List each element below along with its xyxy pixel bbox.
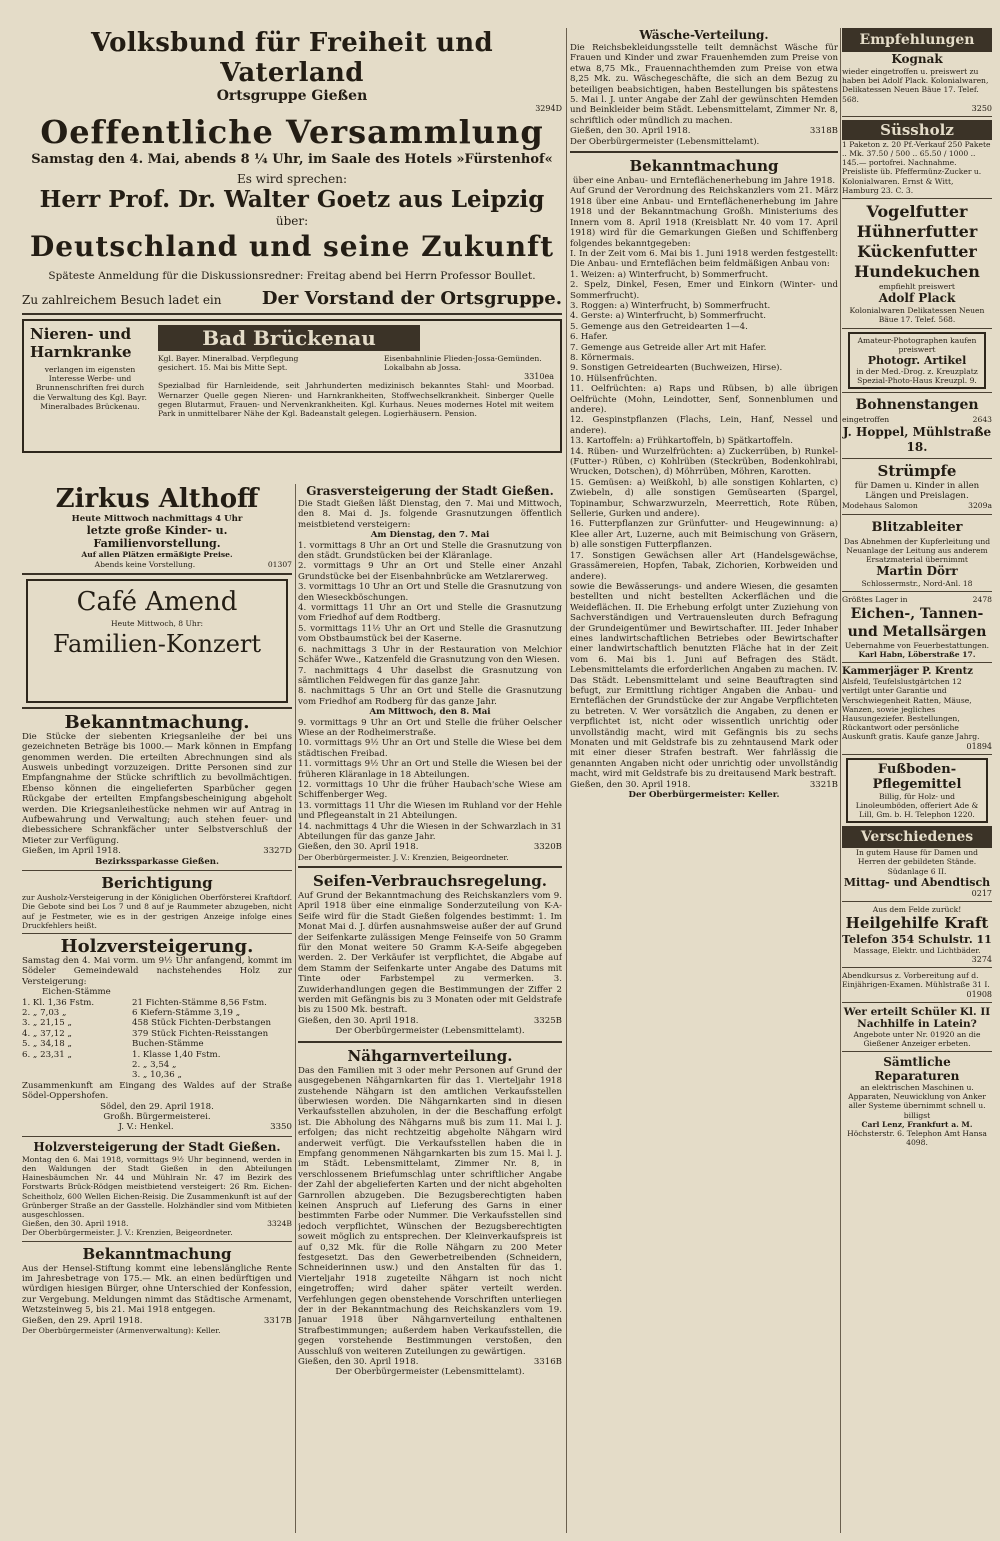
- right-center-column: [570, 28, 838, 1533]
- cafe-amend-ad: [26, 579, 288, 703]
- anbau-text2: I. In der Zeit vom 6. Mai bis 1. Juni 1918 werden festgestellt: Die Anbau- und Ernteflächen beim feldmäßigen Anbau von:: [570, 248, 838, 270]
- photo-ad: [848, 332, 986, 390]
- holz-cell: 1. Klasse 1,40 Fstm.: [132, 1049, 221, 1060]
- column-divider: [840, 28, 841, 1533]
- bekannt1-text: Die Stücke der siebenten Kriegsanleihe der bei uns gezeichneten Beträge bis 1000.— Mark können in Empfang genommen werden. Die erteilten Abrechnungen sind als Ausweis unbedingt vorzuzeigen. Dritte Personen sind zur Empfangnahme der Stücke schriftlich zu bevollmächtigen. Ebenso können die eingelieferten Sparbücher gegen Rückgabe der erteilten Empfangsbescheinigung abgeholt werden. Die Kriegsanleihestücke nehmen wir auf Antrag in Aufbewahrung und Verwaltung; auch stehen feuer- und diebessichere Schrankfächer unter Selbstverschluß der Mieter zur Verfügung.: [22, 731, 292, 846]
- schueler-title: Wer erteilt Schüler Kl. II Nachhilfe in Latein?: [843, 1005, 991, 1030]
- heil-title: Heilgehilfe Kraft: [845, 913, 989, 932]
- place-date: Gießen, den 30. April 1918.: [298, 1015, 419, 1026]
- cafe-sub: Heute Mittwoch, 8 Uhr:: [110, 618, 204, 628]
- holz-table: [22, 998, 292, 1081]
- gras-item: 3. vormittags 10 Uhr an Ort und Stelle die Grasnutzung von den Wieseckböschungen.: [298, 582, 562, 603]
- lenz-text: Höchsterstr. 6. Telephon Amt Hansa 4098.: [847, 1128, 987, 1148]
- eichen-pre: Größtes Lager in: [842, 595, 908, 605]
- abend-text: Abendkursus z. Vorbereitung auf d. Einjährigen-Examen. Mühlstraße 31 I.: [842, 971, 990, 990]
- ad-code: 0217: [971, 888, 992, 898]
- heil-phone: Telefon 354 Schulstr. 11: [842, 932, 992, 946]
- anbau-item: 11. Oelfrüchten: a) Raps und Rübsen, b) alle übrigen Oelfrüchte (Mohn, Leindotter, Senf, Sonnenblumen und andere).: [570, 384, 838, 415]
- holz-cell: 3. „ 21,15 „: [22, 1018, 72, 1029]
- ad-code: 3250: [971, 103, 992, 113]
- anbau-item: 3. Roggen: a) Winterfrucht, b) Sommerfrucht.: [570, 300, 771, 311]
- top-left-ads: [22, 28, 562, 484]
- anbau-item: 1. Weizen: a) Winterfrucht, b) Sommerfrucht.: [570, 269, 769, 280]
- zirkus-line1: Heute Mittwoch nachmittags 4 Uhr: [71, 514, 243, 524]
- holz-cell: 379 Stück Fichten-Reisstangen: [132, 1028, 269, 1039]
- suessholz-text: 1 Paketon z. 20 Pf.-Verkauf 250 Pakete .. Mk. 37.50 / 500 .. 65.50 / 1000 .. 145.— portofrei. Nachnahme. Preisliste üb. Pfeffermünz-Zucker u. Kolonialwaren. Ernst & Witt, Hamburg 23. C. 3.: [842, 139, 991, 195]
- holz-cell: [22, 1070, 132, 1080]
- ad-code: 3294D: [535, 104, 562, 113]
- holz-sub: Eichen-Stämme: [42, 987, 111, 998]
- anbau-sign: Der Oberbürgermeister: Keller.: [628, 790, 780, 801]
- cafe-event: Familien-Konzert: [52, 630, 262, 659]
- gras-item: 10. vormittags 9½ Uhr an Ort und Stelle die Wiese bei dem städtischen Freibad.: [298, 738, 562, 759]
- zirkus-line2: letzte große Kinder- u. Familienvorstellung.: [86, 524, 228, 551]
- holz-cell: 6. „ 23,31 „: [22, 1049, 72, 1060]
- holz-text: Samstag den 4. Mai vorm. um 9½ Uhr anfangend, kommt im Södeler Gemeindewald nachstehendes Holz zur Versteigerung:: [22, 955, 292, 987]
- ad-code: 3209a: [968, 501, 992, 511]
- volksbund-subtitle: Ortsgruppe Gießen: [216, 88, 368, 104]
- blitz-text: Das Abnehmen der Kupferleitung und Neuanlage der Leitung aus anderem Ersatzmaterial übernimmt: [843, 536, 991, 565]
- fuss-text: Billig, für Holz- und Linoleumböden, offeriert Ade & Lill, Gm. b. H. Telephon 1220.: [855, 791, 979, 819]
- eichen-title: Eichen-, Tannen- und Metallsärgen: [847, 605, 987, 640]
- bad-info2: Eisenbahnlinie Flieden-Jossa-Gemünden. Lokalbahn ab Jossa.: [384, 354, 542, 373]
- ad-code: 3350: [270, 1122, 292, 1133]
- salomon-logo: Modehaus Salomon: [842, 501, 918, 511]
- holz2-title: Holzversteigerung der Stadt Gießen.: [33, 1139, 281, 1154]
- heil-pre: Aus dem Felde zurück!: [872, 904, 962, 914]
- column-divider: [295, 484, 296, 1533]
- photo-text: in der Med.-Drog. z. Kreuzplatz Spezial-Photo-Haus Kreuzpl. 9.: [856, 367, 978, 386]
- bericht-text: zur Ausholz-Versteigerung in der Königlichen Oberförsterei Kraftdorf. Die Gebote sind bei Los 7 und 8 auf je Raummeter abzugeben, nicht auf je Festmeter, wie es in der gestrigen Anzeige infolge eines Druckfehlers heißt.: [22, 893, 292, 930]
- hunde-text: empfiehlt preiswert: [879, 282, 955, 292]
- ad-code: 01307: [267, 559, 292, 569]
- repar-text: an elektrischen Maschinen u. Apparaten, Neuwicklung von Anker aller Systeme übernimmt schnell u. billigst: [848, 1082, 986, 1120]
- place-date: Gießen, den 30. April 1918.: [298, 842, 419, 853]
- ad-code: 3320B: [533, 842, 562, 853]
- ad-code: 2478: [972, 595, 992, 605]
- bad-left1: Nieren- und: [30, 325, 132, 343]
- place-date: Gießen, im April 1918.: [22, 846, 121, 857]
- holz-cell: 6 Kiefern-Stämme 3,19 „: [132, 1007, 241, 1018]
- holz-cell: Buchen-Stämme: [132, 1039, 204, 1050]
- naeh-title: Nähgarnverteilung.: [347, 1046, 513, 1065]
- left-column: [22, 484, 292, 1533]
- anbau-item: 8. Körnermais.: [570, 352, 635, 363]
- bad-brueckenau-ad: [22, 319, 562, 453]
- schueler-text: Angebote unter Nr. 01920 an die Gießener Anzeiger erbeten.: [853, 1029, 981, 1048]
- holz-cell: 458 Stück Fichten-Derbstangen: [132, 1018, 272, 1029]
- anbau-item: 14. Rüben- und Wurzelfrüchten: a) Zuckerrüben, b) Runkel- (Futter-) Rüben, c) Kohlrüben (Steckrüben, Bodenkohlrabi, Wrucken, Dotschen), d) Möhrrüben, Möhren, Karotten.: [570, 446, 838, 478]
- gras-item: 5. vormittags 11½ Uhr an Ort und Stelle die Grasnutzung vom Obstbaumstück bei der Kaserne.: [298, 623, 562, 645]
- gras-item: 9. vormittags 9 Uhr an Ort und Stelle die früher Oelscher Wiese an der Rodheimerstraße.: [298, 717, 562, 738]
- ad-code: 3318B: [809, 126, 838, 137]
- board-signature: Der Vorstand der Ortsgruppe.: [261, 288, 562, 309]
- cafe-title: Café Amend: [76, 586, 238, 617]
- holz-place: Södel, den 29. April 1918.: [100, 1101, 214, 1112]
- waesche-title: Wäsche-Verteilung.: [639, 28, 769, 42]
- huehnerfutter: Hühnerfutter: [856, 222, 978, 242]
- bekannt2-sign: Der Oberbürgermeister (Armenverwaltung): Keller.: [22, 1326, 221, 1336]
- ad-code: 3274: [971, 955, 992, 965]
- ad-code: 3316B: [533, 1357, 562, 1368]
- ad-code: 3317B: [263, 1315, 292, 1326]
- bad-left2: Harnkranke: [30, 343, 132, 361]
- anbau-text3: sowie die Bewässerungs- und andere Wiesen, die gesamten bestellten und nicht bestellten Ackerflächen und die Weideflächen. II. Die Erhebung erfolgt unter Zuziehung von Sachverständigen und Vertrauensleuten durch Befragung der Grundeigentümer und Bewirtschafter. III. Jeder Inhaber eines landwirtschaftlichen Betriebes oder Bewirtschafter einer landwirtschaftlich benutzten Fläche hat in der Zeit vom 6. Mai bis 1. Juni auf Befragen des Städt. Lebensmittelamts die erforderlichen Angaben zu machen. IV. Das Städt. Lebensmittelamt und seine Beauftragten sind befugt, zur Ermittlung richtiger Angaben die Anbau- und Ernteflächen der Grundstücke der zur Angabe Verpflichteten zu betreten. V. Wer vorsätzlich die Angaben, zu denen er verpflichtet ist, nicht oder wissentlich unrichtig oder unvollständig macht, wird mit Gefängnis bis zu sechs Monaten und mit Geldstrafe bis zu zehntausend Mark oder mit einer dieser Strafen bestraft. Wer fahrlässig die genannten Angaben nicht oder unrichtig oder unvollständig macht, wird mit Geldstrafe bis zu dreitausend Mark bestraft.: [570, 581, 838, 780]
- hoppel-name: J. Hoppel, Mühlstraße 18.: [842, 424, 992, 454]
- blitz-title: Blitzableiter: [871, 519, 963, 535]
- kammer-title: Kammerjäger P. Krentz: [842, 666, 973, 678]
- anbau-item: 12. Gespinstpflanzen (Flachs, Lein, Hanf, Nessel und andere).: [570, 415, 838, 436]
- bekannt1-sign: Bezirkssparkasse Gießen.: [94, 856, 220, 867]
- gras-item: 13. vormittags 11 Uhr die Wiesen im Ruhland vor der Hehle und Pflegeanstalt in 21 Abteilungen.: [298, 800, 562, 822]
- heil-text: Massage, Elektr. und Lichtbäder.: [853, 945, 981, 955]
- bad-title: Bad Brückenau: [158, 325, 420, 351]
- about-label: über:: [275, 214, 309, 228]
- gras-item: 8. nachmittags 5 Uhr an Ort und Stelle die Grasnutzung vom Friedhof am Rodberg für das ganze Jahr.: [298, 686, 562, 707]
- small-ads-column: [842, 28, 992, 1533]
- lenz-name: Carl Lenz, Frankfurt a. M.: [861, 1119, 973, 1129]
- holz-title: Holzversteigerung.: [60, 935, 254, 957]
- bad-left3: verlangen im eigensten Interesse Werbe- und Brunnenschriften frei durch die Verwaltung des Kgl. Bayr. Mineralbades Brückenau.: [33, 365, 147, 411]
- kognak-text: wieder eingetroffen u. preiswert zu haben bei Adolf Plack. Kolonialwaren, Delikatessen Neuen Bäue 17. Telef. 568.: [842, 67, 989, 104]
- speaks-label: Es wird sprechen:: [236, 172, 348, 186]
- anbau-item: 10. Hülsenfrüchten.: [570, 373, 658, 384]
- gras-item: 4. vormittags 11 Uhr an Ort und Stelle die Grasnutzung vom Friedhof auf dem Rodtberg.: [298, 603, 562, 624]
- anbau-item: 6. Hafer.: [570, 332, 608, 343]
- toerr-text: Schlossermstr., Nord-Anl. 18: [861, 579, 973, 589]
- ad-code: 3327D: [263, 846, 292, 857]
- bekannt2-title: Bekanntmachung: [82, 1244, 232, 1263]
- anbau-item: 2. Spelz, Dinkel, Fesen, Emer und Einkorn (Winter- und Sommerfrucht).: [570, 280, 838, 301]
- ad-code: 3321B: [809, 779, 838, 790]
- fuss-title: Fußboden-Pflegemittel: [872, 761, 962, 792]
- invite-text: Zu zahlreichem Besuch ladet ein: [22, 293, 222, 307]
- ad-code: 01894: [966, 741, 992, 751]
- place-date: Gießen, den 30. April 1918.: [298, 1357, 419, 1368]
- plack-name: Adolf Plack: [878, 291, 956, 306]
- gras-item: 1. vormittags 8 Uhr an Ort und Stelle die Grasnutzung von den städt. Grundstücken bei der Kläranlage.: [298, 540, 562, 562]
- holz-cell: 2. „ 3,54 „: [132, 1059, 177, 1070]
- ad-code: 01908: [966, 989, 992, 999]
- mittag-title: Mittag- und Abendtisch: [843, 875, 991, 889]
- gras-day2: Am Mittwoch, den 8. Mai: [369, 707, 491, 718]
- struempfe-title: Strümpfe: [877, 461, 957, 480]
- holz-cell: 3. „ 10,36 „: [132, 1070, 182, 1081]
- repar-title: Sämtliche Reparaturen: [874, 1054, 960, 1083]
- anbau-item: 13. Kartoffeln: a) Frühkartoffeln, b) Spätkartoffeln.: [570, 436, 793, 447]
- naeh-text: Das den Familien mit 3 oder mehr Personen auf Grund der ausgegebenen Nähgarnkarten für das 1. Vierteljahr 1918 zustehende Nähgarn ist den amtlichen Verkaufsstellen überwiesen worden. Die Nähgarnkarten sind in diesen Verkaufsstellen abzuholen, in der die Beschaffung erfolgt ist. Die Abholung des Nähgarns muß bis zum 11. Mai l. J. erfolgen; das nicht rechtzeitig abgeholte Nähgarn wird anderweit verfügt. Die Verkaufsstellen haben die in Empfang genommenen Nähgarnkarten bis zum 15. Mai l. J. im Städt. Lebensmittelamt, Zimmer Nr. 8, in verschlossenem Briefumschlag unter schriftlicher Angabe der Zahl der abgelieferten Karten und der nicht abgeholten Garnrollen abzugeben. Die Bezugsberechtigten haben keinen Anspruch auf Lieferung des Garns in einer bestimmten Farbe oder Nummer. Die Verkaufsstellen sind jedoch verpflichtet, Wünschen der Bezugsberechtigten soweit möglich zu entsprechen. Der Kleinverkaufspreis ist auf 0,32 Mk. für die Rolle Nähgarn zu 200 Meter festgesetzt. Das den Gewerbetreibenden (Schneidern, Schneiderinnen usw.) und den Anstalten für das 1. Vierteljahr 1918 zugeteilte Nähgarn ist noch nicht eingetroffen; wird daher später verteilt werden. Verfehlungen gegen obenstehende Vorschriften unterliegen der in der Bekanntmachung des Reichskanzlers vom 19. Januar 1918 über Nähgarnverteilung enthaltenen Strafbestimmungen; außerdem haben Verkaufsstellen, die gegen vorstehende Bestimmungen verstoßen, den Ausschluß von weiteren Zuteilungen zu gewärtigen.: [298, 1065, 562, 1357]
- zirkus-title: Zirkus Althoff: [55, 484, 259, 514]
- fussboden-ad: [846, 758, 988, 824]
- amateur-text: Amateur-Photographen kaufen preiswert: [857, 335, 977, 354]
- column-divider: [566, 28, 567, 1533]
- middle-column: [298, 484, 562, 1533]
- gras-item: 14. nachmittags 4 Uhr die Wiesen in der Schwarzlach in 31 Abteilungen für das ganze Jahr.: [298, 821, 562, 842]
- bad-code: 3310ea: [524, 372, 554, 382]
- speaker-name: Herr Prof. Dr. Walter Goetz aus Leipzig: [39, 186, 545, 213]
- holz-sign2: J. V.: Henkel.: [118, 1122, 174, 1133]
- suessholz-title: Süssholz: [842, 120, 992, 140]
- bad-desc: Spezialbad für Harnleidende, seit Jahrhunderten medizinisch bekanntes Stahl- und Moorbad. Wernarzer Quelle gegen Nieren- und Harnkrankheiten, Stoffwechselkrankheit. Sinberger Quelle gegen Blutarmut, Frauen- und Nervenkrankheiten. Kgl. Kurhaus. Neues modernes Hotel mit weitem Park in unmittelbarer Nähe der Kgl. Badeanstalt gelegen. Logierhäusern. Pension.: [158, 381, 554, 419]
- bekannt1-title: Bekanntmachung.: [64, 711, 250, 733]
- anbau-item: 7. Gemenge aus Getreide aller Art mit Hafer.: [570, 342, 767, 353]
- zirkus-line4: Abends keine Vorstellung.: [94, 559, 196, 569]
- gras-title: Grasversteigerung der Stadt Gießen.: [306, 484, 554, 498]
- meeting-heading: Oeffentliche Versammlung: [40, 113, 544, 151]
- eichen-text: Uebernahme von Feuerbestattungen.: [844, 640, 990, 650]
- zirkus-line3: Auf allen Plätzen ermäßigte Preise.: [81, 550, 233, 560]
- kueckenfutter: Kückenfutter: [857, 242, 977, 262]
- holz-cell: 1. Kl. 1,36 Fstm.: [22, 997, 95, 1008]
- holz2-text: Montag den 6. Mai 1918, vormittags 9½ Uhr beginnend, werden in den Waldungen der Stadt Gießen in den Abteilungen Hainesbäumchen Nr. 44 und Mühlrain Nr. 47 im Bezirk des Forstwarts Brück-Rödgen meistbietend versteigert: 26 Rm. Eichen-Scheitholz, 600 Wellen Eichen-Reisig. Die Zusammenkunft ist auf der Grünberger Straße an der Gasstelle. Holzhändler sind vom Mitbieten ausgeschlossen.: [22, 1154, 292, 1220]
- gras-sign: Der Oberbürgermeister. J. V.: Krenzien, Beigeordneter.: [298, 852, 509, 862]
- habn-name: Karl Habn, Löberstraße 17.: [858, 649, 976, 659]
- holz-meet: Zusammenkunft am Eingang des Waldes auf der Straße Södel-Oppershofen.: [22, 1080, 292, 1102]
- bericht-title: Berichtigung: [101, 874, 213, 893]
- gras-item: 6. nachmittags 3 Uhr in der Restauration von Melchior Schäfer Wwe., Katzenfeld die Grasnutzung von den Wiesen.: [298, 644, 562, 666]
- mittag-text: In gutem Hause für Damen und Herren der gebildeten Stände. Südanlage 6 II.: [855, 848, 979, 876]
- anbau-item: 4. Gerste: a) Winterfrucht, b) Sommerfrucht.: [570, 311, 766, 322]
- holz2-sign: Der Oberbürgermeister. J. V.: Krenzien, Beigeordneter.: [22, 1228, 233, 1238]
- bad-info1: Kgl. Bayer. Mineralbad. Verpflegung gesichert. 15. Mai bis Mitte Sept.: [158, 354, 299, 373]
- hundekuchen: Hundekuchen: [854, 262, 980, 282]
- seife-title: Seifen-Verbrauchsregelung.: [312, 872, 548, 891]
- holz-cell: 21 Fichten-Stämme 8,56 Fstm.: [132, 997, 267, 1008]
- holz-cell: [22, 1060, 132, 1070]
- plack-text: Kolonialwaren Delikatessen Neuen Bäue 17. Telef. 568.: [849, 306, 985, 325]
- ad-code: 2643: [972, 415, 992, 425]
- gras-item: 2. vormittags 9 Uhr an Ort und Stelle einer Anzahl Grundstücke bei der Eisenbahnbrücke am Wetzlarerweg.: [298, 561, 562, 582]
- waesche-text: Die Reichsbekleidungsstelle teilt demnächst Wäsche für Frauen und Kinder und zwar Frauenhemden zum Preise von etwa 8,75 Mk., Frauennachthemden zum Preise von etwa 8,25 Mk. zu. Wäschegeschäfte, die sich an dem Bezug zu beteiligen beabsichtigen, haben Bestellungen bis spätestens 5. Mai l. J. unter Angabe der Zahl der gewünschten Hemden und Beinkleider beim Städt. Lebensmittelamt, Zimmer Nr. 8, schriftlich oder mündlich zu machen.: [570, 43, 838, 126]
- meeting-date: Samstag den 4. Mai, abends 8 ¼ Uhr, im Saale des Hotels »Fürstenhof«: [31, 152, 553, 167]
- gras-item: 7. nachmittags 4 Uhr daselbst die Grasnutzung von sämtlichen Feldwegen für das ganze Jahr.: [298, 665, 562, 686]
- bohnen-text: eingetroffen: [842, 415, 890, 425]
- toerr-name: Martin Dörr: [876, 564, 958, 579]
- empfehlungen-header: Empfehlungen: [842, 28, 992, 52]
- holz-cell: 5. „ 34,18 „: [22, 1039, 72, 1050]
- bekannt2-text: Aus der Hensel-Stiftung kommt eine lebenslängliche Rente im Jahresbetrage von 175.— Mk. an einen bedürftigen und würdigen hiesigen Bürger, ohne Unterschied der Konfession, zur Vergebung. Meldungen nimmt das Städtische Armenamt, Wetzsteinweg 5, bis 21. Mai 1918 entgegen.: [22, 1263, 292, 1316]
- place-date: Gießen, den 29. April 1918.: [22, 1315, 143, 1326]
- kammer-text: Alsfeld, Teufelslustgärtchen 12 vertilgt unter Garantie und Verschwiegenheit Ratten, Mäuse, Wanzen, sowie jegliches Hausungeziefer. Bestellungen, Rückantwort oder persönliche Auskunft gratis. Kaufe ganze Jahrg.: [842, 677, 980, 742]
- meeting-topic: Deutschland und seine Zukunft: [29, 230, 555, 263]
- seife-text: Auf Grund der Bekanntmachung des Reichskanzlers vom 9. April 1918 über eine einmalige Sonderzuteilung von K-A-Seife wird für die Stadt Gießen folgendes bestimmt: 1. Im Monat Mai d. J. dürfen ausnahmsweise außer der auf Grund der Seifenkarte zulässigen Menge Feinseife von 50 Gramm für den Monat weitere 50 Gramm K-A-Seife abgegeben werden. 2. Der Verkäufer ist verpflichtet, die Abgabe auf dem Stamm der Seifenkarte unter Angabe des Datums mit Tinte oder Farbstempel zu vermerken. 3. Zuwiderhandlungen gegen die Bestimmungen der Ziffer 2 werden mit Gefängnis bis zu 3 Monaten oder mit Geldstrafe bis zu 1500 Mk. bestraft.: [298, 891, 562, 1016]
- kognak-title: Kognak: [891, 52, 943, 66]
- bohnen-title: Bohnenstangen: [855, 397, 979, 414]
- anbau-sub: über eine Anbau- und Ernteflächenerhebung im Jahre 1918.: [572, 176, 836, 187]
- volksbund-title: Volksbund für Freiheit und Vaterland: [90, 28, 493, 88]
- gras-day1: Am Dienstag, den 7. Mai: [370, 530, 490, 541]
- anbau-title: Bekanntmachung: [629, 157, 779, 176]
- naeh-sign: Der Oberbürgermeister (Lebensmittelamt).: [335, 1367, 525, 1378]
- anbau-item: 15. Gemüsen: a) Weißkohl, b) alle sonstigen Kohlarten, c) Zwiebeln, d) alle sonstigen Gemüsearten (Spargel, Topinambur, Schwarzwurzeln, Meerrettich, Rote Rüben, Sellerie, Gurken und andere).: [570, 477, 838, 520]
- anbau-item: 16. Futterpflanzen zur Grünfutter- und Heugewinnung: a) Klee aller Art, Luzerne, auch mit Beimischung von Gräsern, b) alle sonstigen Futterpflanzen.: [570, 519, 838, 551]
- verschiedenes-header: Verschiedenes: [842, 826, 992, 848]
- holz-sign1: Großh. Bürgermeisterei.: [103, 1112, 211, 1122]
- holz-cell: 4. „ 37,12 „: [22, 1028, 72, 1039]
- anbau-item: 5. Gemenge aus den Getreidearten 1—4.: [570, 321, 748, 332]
- gras-item: 11. vormittags 9½ Uhr an Ort und Stelle die Wiesen bei der früheren Kläranlage in 18 Abteilungen.: [298, 759, 562, 780]
- place-date: Gießen, den 30. April 1918.: [570, 126, 691, 137]
- vogelfutter: Vogelfutter: [866, 202, 968, 222]
- holz-cell: 2. „ 7,03 „: [22, 1007, 67, 1018]
- gras-text: Die Stadt Gießen läßt Dienstag, den 7. Mai und Mittwoch, den 8. Mai d. Js. folgende Grasnutzungen öffentlich meistbietend versteigern:: [298, 499, 562, 530]
- anbau-item: 9. Sonstigen Getreidearten (Buchweizen, Hirse).: [570, 363, 783, 374]
- place-date: Gießen, den 30. April 1918.: [22, 1219, 129, 1229]
- struempfe-text: für Damen u. Kinder in allen Längen und Preislagen.: [854, 480, 980, 502]
- anbau-text1: Auf Grund der Verordnung des Reichskanzlers vom 21. März 1918 über eine Anbau- und Ernteflächenerhebung im Jahre 1918 und der Bekanntmachung Großh. Ministeriums des Innern vom 8. April 1918 (Kreisblatt Nr. 40 vom 17. April 1918) wird für die Gemarkungen Gießen und Schiffenberg folgendes bekanntgegeben:: [570, 186, 838, 249]
- seife-sign: Der Oberbürgermeister (Lebensmittelamt).: [335, 1026, 525, 1037]
- speaker-note: Späteste Anmeldung für die Diskussionsredner: Freitag abend bei Herrn Professor Boullet.: [48, 270, 536, 282]
- place-date: Gießen, den 30. April 1918.: [570, 779, 691, 790]
- waesche-sign: Der Oberbürgermeister (Lebensmittelamt).: [570, 136, 760, 147]
- ad-code: 3325B: [533, 1015, 562, 1026]
- gras-item: 12. vormittags 10 Uhr die früher Haubach'sche Wiese am Schiffenberger Weg.: [298, 779, 562, 801]
- ad-code: 3324B: [267, 1219, 292, 1229]
- photo-title: Photogr. Artikel: [867, 354, 967, 368]
- anbau-item: 17. Sonstigen Gewächsen aller Art (Handelsgewächse, Grassämereien, Hopfen, Tabak, Zichorien, Korbweiden und andere).: [570, 550, 838, 582]
